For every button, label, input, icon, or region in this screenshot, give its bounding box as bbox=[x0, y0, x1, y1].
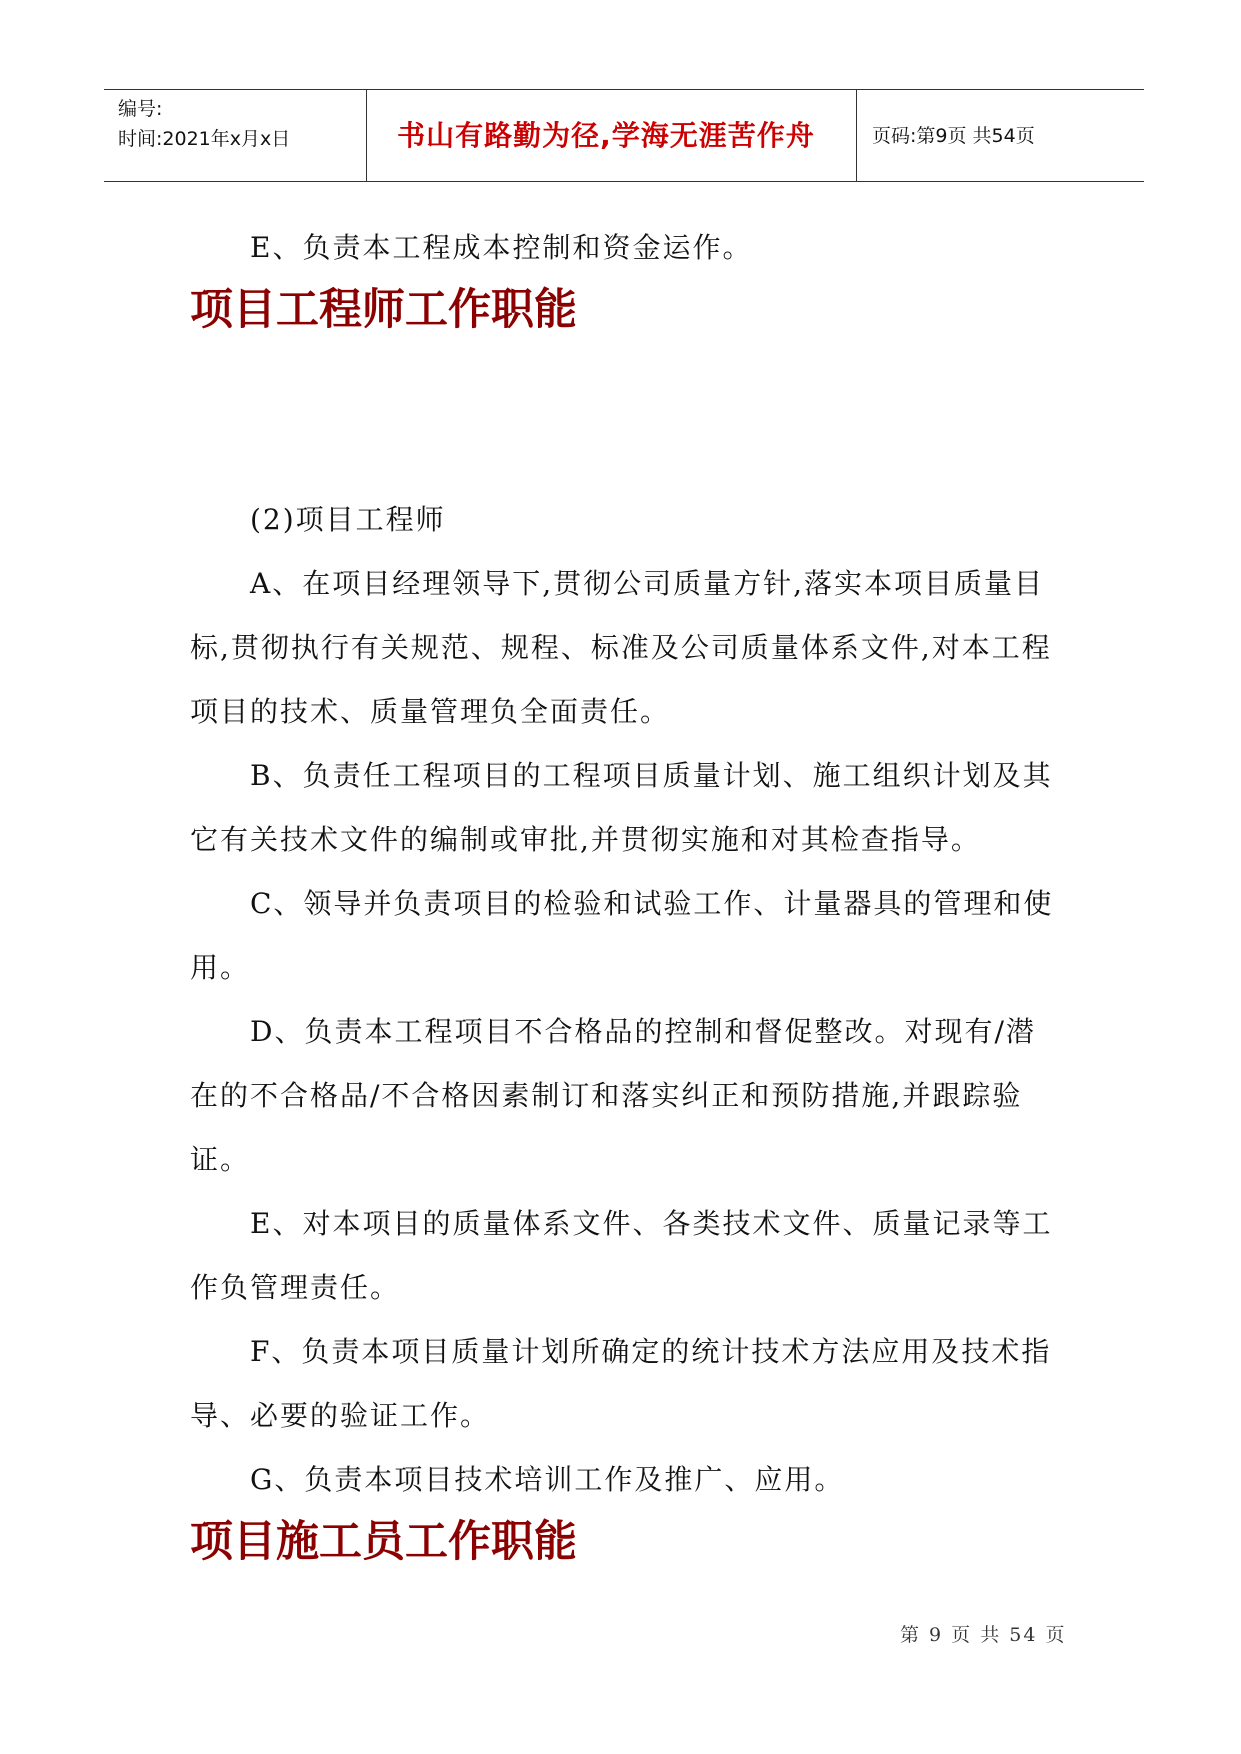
paragraph-item-c: C、领导并负责项目的检验和试验工作、计量器具的管理和使用。 bbox=[190, 887, 1054, 984]
section-heading-project-engineer: 项目工程师工作职能 bbox=[190, 285, 577, 335]
paragraph-item-e: E、对本项目的质量体系文件、各类技术文件、质量记录等工作负管理责任。 bbox=[190, 1207, 1053, 1304]
paragraph-item-a: A、在项目经理领导下,贯彻公司质量方针,落实本项目质量目标,贯彻执行有关规范、规程、标准及公司质量体系文件,对本工程项目的技术、质量管理负全面责任。 bbox=[190, 567, 1052, 728]
paragraph-item-f: F、负责本项目质量计划所确定的统计技术方法应用及技术指导、必要的验证工作。 bbox=[190, 1335, 1052, 1432]
document-time-label: 时间:2021年x月x日 bbox=[118, 128, 291, 150]
subsection-title: (2)项目工程师 bbox=[250, 503, 446, 536]
paragraph-item-d: D、负责本工程项目不合格品的控制和督促整改。对现有/潜在的不合格品/不合格因素制订和落实纠正和预防措施,并跟踪验证。 bbox=[190, 1015, 1036, 1176]
paragraph-e-cost-control: E、负责本工程成本控制和资金运作。 bbox=[250, 231, 753, 264]
document-body bbox=[190, 216, 1060, 1572]
header-divider-right bbox=[856, 90, 857, 182]
page-header bbox=[104, 89, 1144, 182]
header-page-info: 页码:第9页 共54页 bbox=[872, 125, 1035, 147]
header-meta bbox=[118, 94, 290, 154]
section-heading-construction-staff: 项目施工员工作职能 bbox=[190, 1517, 577, 1567]
paragraph-item-g: G、负责本项目技术培训工作及推广、应用。 bbox=[250, 1463, 845, 1496]
document-number-label: 编号: bbox=[118, 98, 163, 120]
paragraph-item-b: B、负责任工程项目的工程项目质量计划、施工组织计划及其它有关技术文件的编制或审批,并贯彻实施和对其检查指导。 bbox=[190, 759, 1053, 856]
header-motto: 书山有路勤为径,学海无涯苦作舟 bbox=[397, 119, 815, 152]
page-footer: 第 9 页 共 54 页 bbox=[900, 1624, 1067, 1646]
